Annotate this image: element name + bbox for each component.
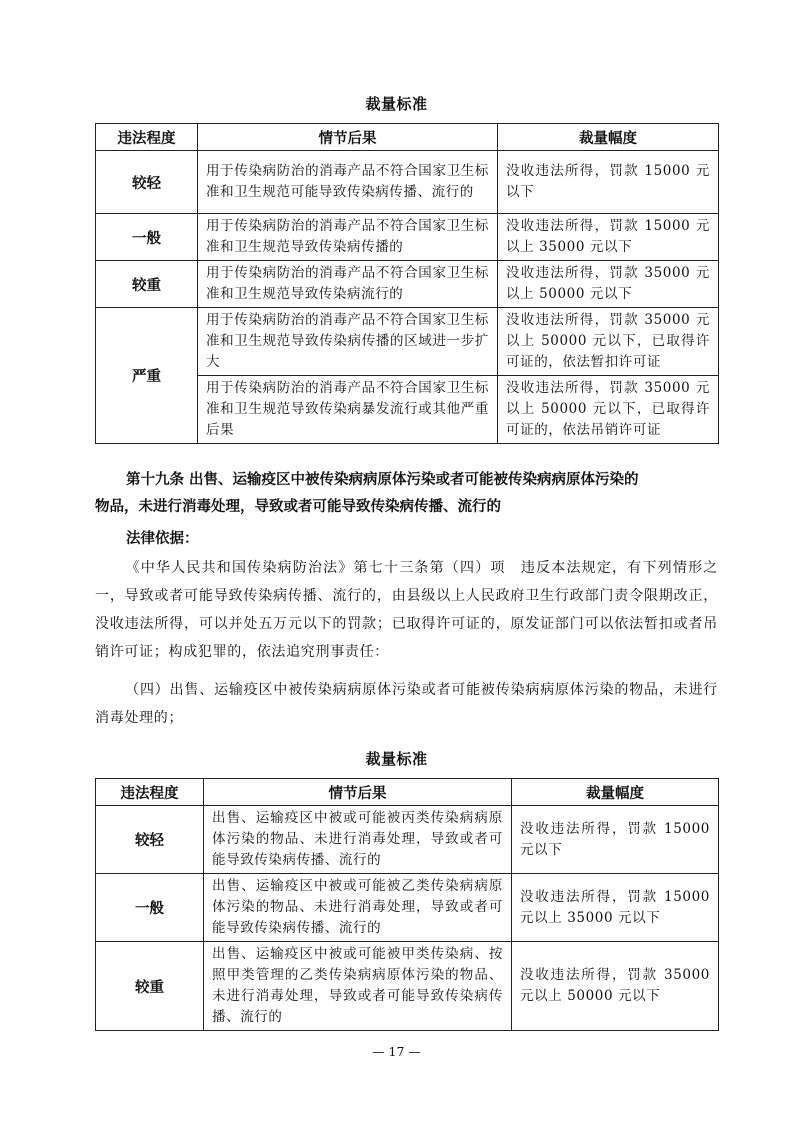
level-cell: 严重 xyxy=(96,308,198,444)
penalty-cell: 没收违法所得，罚款 15000 元以下 xyxy=(512,806,719,874)
item-paragraph-text: （四）出售、运输疫区中被传染病病原体污染或者可能被传染病病原体污染的物品，未进行消毒处理的； xyxy=(95,682,718,726)
level-cell: 较轻 xyxy=(96,151,198,214)
page-number: — 17 — xyxy=(372,1044,421,1059)
table2-header-penalty: 裁量幅度 xyxy=(512,779,719,806)
law-paragraph-text: 《中华人民共和国传染病防治法》第七十三条第（四）项 违反本法规定，有下列情形之一，导致或者可能导致传染病传播、流行的，由县级以上人民政府卫生行政部门责令限期改正，没收违法所得，可以并处五万元以下的罚款；已取得许可证的，原发证部门可以依法暂扣或者吊销许可证；构成犯罪的，依法追究刑事责任： xyxy=(95,560,718,660)
penalty-cell: 没收违法所得，罚款 15000 元以下 xyxy=(498,151,719,214)
level-cell: 较轻 xyxy=(96,806,204,874)
legal-basis-label: 法律依据： xyxy=(126,531,199,547)
table2-caption: 裁量标准 xyxy=(365,750,428,768)
table2-header-level: 违法程度 xyxy=(96,779,204,806)
table2-header-circumstance: 情节后果 xyxy=(204,779,512,806)
table1 xyxy=(95,123,719,444)
circumstance-cell: 用于传染病防治的消毒产品不符合国家卫生标准和卫生规范导致传染病传播的区域进一步扩大 xyxy=(198,308,498,376)
level-cell: 一般 xyxy=(96,874,204,942)
circumstance-cell: 出售、运输疫区中被或可能被丙类传染病病原体污染的物品、未进行消毒处理，导致或者可能导致传染病传播、流行的 xyxy=(204,806,512,874)
table-row xyxy=(96,874,719,942)
circumstance-cell: 出售、运输疫区中被或可能被甲类传染病、按照甲类管理的乙类传染病病原体污染的物品、未进行消毒处理，导致或者可能导致传染病传播、流行的 xyxy=(204,942,512,1031)
level-cell: 较重 xyxy=(96,261,198,308)
table2 xyxy=(95,778,719,1031)
level-cell: 一般 xyxy=(96,214,198,261)
penalty-cell: 没收违法所得，罚款 35000 元以上 50000 元以下，已取得许可证的，依法吊销许可证 xyxy=(498,376,719,444)
penalty-cell: 没收违法所得，罚款 15000 元以上 35000 元以下 xyxy=(512,874,719,942)
table1-header-penalty: 裁量幅度 xyxy=(498,124,719,151)
article-title-line2: 物品，未进行消毒处理，导致或者可能导致传染病传播、流行的 xyxy=(95,499,501,515)
penalty-cell: 没收违法所得，罚款 35000 元以上 50000 元以下，已取得许可证的，依法暂扣许可证 xyxy=(498,308,719,376)
table1-header-row xyxy=(96,124,719,151)
table1-header-level: 违法程度 xyxy=(96,124,198,151)
circumstance-cell: 用于传染病防治的消毒产品不符合国家卫生标准和卫生规范导致传染病传播的 xyxy=(198,214,498,261)
circumstance-cell: 用于传染病防治的消毒产品不符合国家卫生标准和卫生规范可能导致传染病传播、流行的 xyxy=(198,151,498,214)
penalty-cell: 没收违法所得，罚款 35000 元以上 50000 元以下 xyxy=(512,942,719,1031)
item-paragraph xyxy=(95,676,718,732)
table-row xyxy=(96,214,719,261)
circumstance-cell: 用于传染病防治的消毒产品不符合国家卫生标准和卫生规范导致传染病暴发流行或其他严重后果 xyxy=(198,376,498,444)
level-cell: 较重 xyxy=(96,942,204,1031)
table1-caption: 裁量标准 xyxy=(365,95,428,113)
table-row xyxy=(96,151,719,214)
law-paragraph xyxy=(95,554,718,666)
table1-header-circumstance: 情节后果 xyxy=(198,124,498,151)
article-title xyxy=(95,467,716,521)
table-row xyxy=(96,942,719,1031)
penalty-cell: 没收违法所得，罚款 35000 元以上 50000 元以下 xyxy=(498,261,719,308)
table-row xyxy=(96,308,719,376)
table-row xyxy=(96,806,719,874)
circumstance-cell: 用于传染病防治的消毒产品不符合国家卫生标准和卫生规范导致传染病流行的 xyxy=(198,261,498,308)
table2-header-row xyxy=(96,779,719,806)
penalty-cell: 没收违法所得，罚款 15000 元以上 35000 元以下 xyxy=(498,214,719,261)
article-title-line1: 第十九条 出售、运输疫区中被传染病病原体污染或者可能被传染病病原体污染的 xyxy=(126,472,639,488)
circumstance-cell: 出售、运输疫区中被或可能被乙类传染病病原体污染的物品、未进行消毒处理，导致或者可能导致传染病传播、流行的 xyxy=(204,874,512,942)
table-row xyxy=(96,261,719,308)
